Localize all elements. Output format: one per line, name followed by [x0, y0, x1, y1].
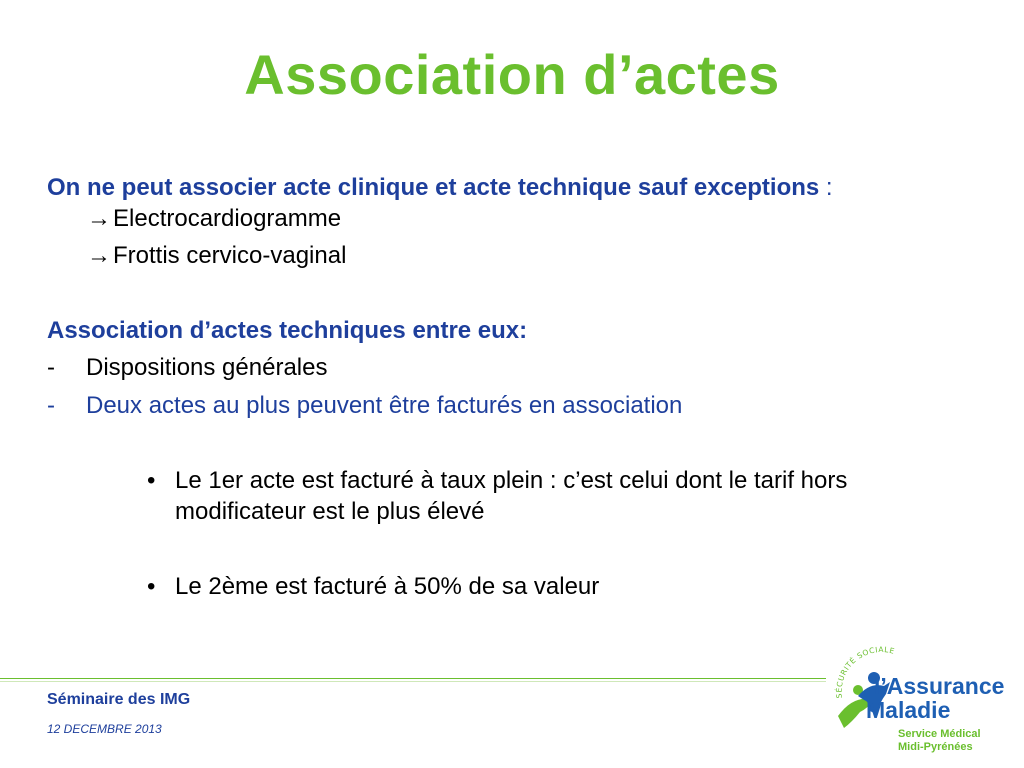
bullet-marker: •	[147, 467, 156, 494]
dash-marker: -	[47, 392, 55, 419]
footer-event: Séminaire des IMG	[47, 691, 191, 708]
exception-label: Electrocardiogramme	[113, 205, 342, 232]
bullet-line: modificateur est le plus élevé	[175, 498, 485, 525]
bullet-marker: •	[147, 573, 156, 600]
slide-title: Association d’actes	[244, 43, 780, 106]
logo-brand-line2: Maladie	[866, 697, 951, 723]
footer-divider	[0, 678, 826, 679]
intro-colon: :	[819, 174, 833, 201]
intro-bold-text: On ne peut associer acte clinique et acte technique sauf exceptions	[47, 174, 820, 201]
bullet-line: Le 1er acte est facturé à taux plein : c’est celui dont le tarif hors	[175, 467, 848, 494]
exception-item	[87, 205, 341, 233]
dash-marker: -	[47, 354, 55, 381]
dash-item-label: Dispositions générales	[86, 354, 328, 381]
logo-service-line1: Service Médical	[898, 728, 981, 740]
logo-brand-line1: l’Assurance	[874, 673, 1005, 699]
intro-line	[47, 174, 833, 202]
bullet-line: Le 2ème est facturé à 50% de sa valeur	[175, 573, 600, 600]
logo-service-line2: Midi-Pyrénées	[898, 741, 973, 753]
exception-label: Frottis cervico-vaginal	[113, 242, 347, 269]
exception-item	[87, 242, 346, 270]
logo-arc-text: SÉCURITÉ SOCIALE	[834, 644, 896, 699]
arrow-right-icon: →	[87, 242, 111, 269]
assurance-maladie-logo	[824, 636, 1024, 768]
footer-divider-shadow	[0, 681, 826, 682]
dash-item-label: Deux actes au plus peuvent être facturés en association	[86, 392, 683, 419]
section-heading: Association d’actes techniques entre eux:	[47, 317, 528, 344]
arrow-right-icon: →	[87, 205, 111, 232]
footer-date: 12 DECEMBRE 2013	[47, 722, 162, 736]
